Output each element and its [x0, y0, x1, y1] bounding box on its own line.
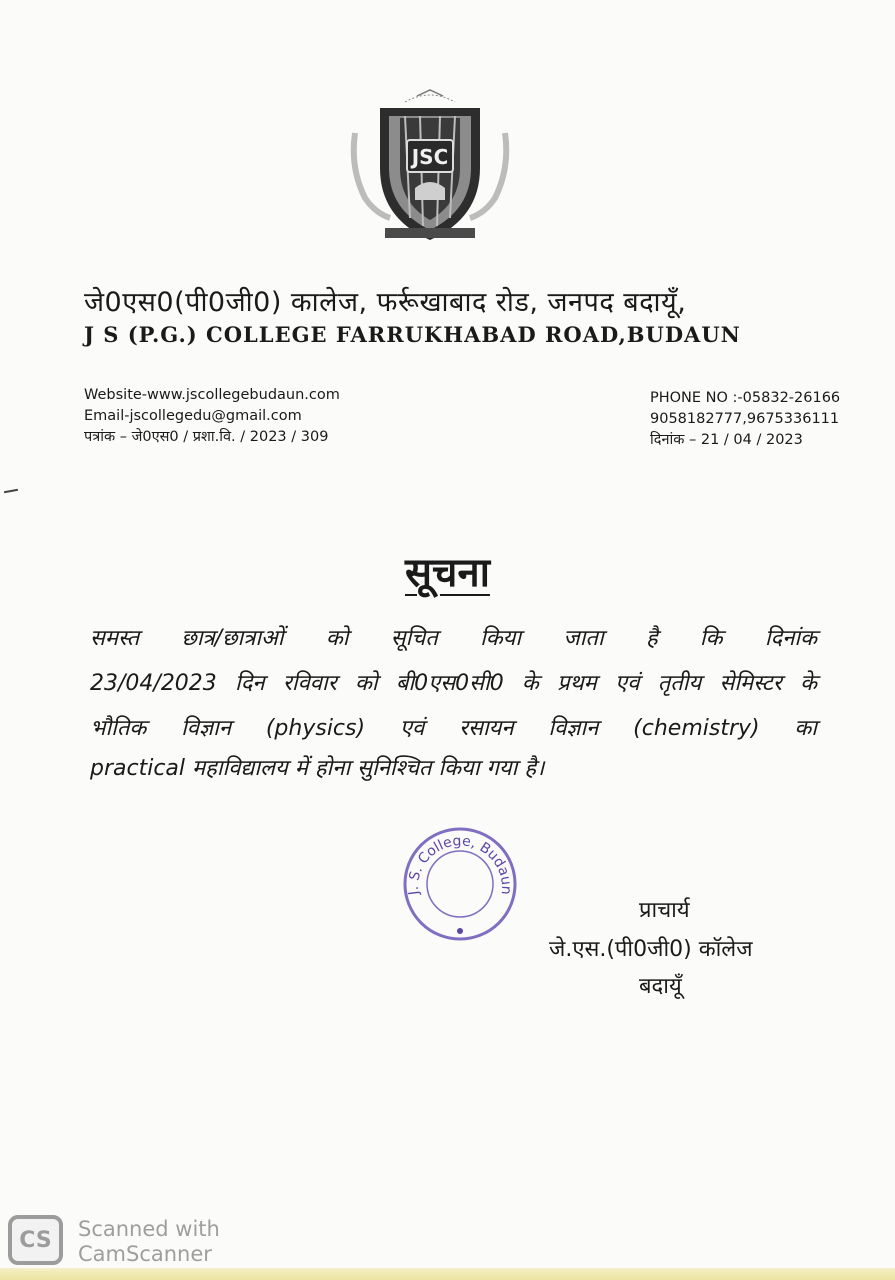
signature-city: बदायूँ	[639, 974, 682, 999]
signature-title: प्राचार्य	[639, 898, 690, 923]
phone-text: PHONE NO :-05832-26166	[650, 390, 841, 406]
signature-college: जे.एस.(पी0जी0) कॉलेज	[549, 937, 753, 962]
notice-line-4: practical महाविद्यालय में होना सुनिश्चित किया गया है।	[90, 756, 545, 781]
stamp-text: J. S. College, Budaun	[405, 833, 515, 896]
college-name-hindi: जे0एस0(पी0जी0) कालेज, फर्रूखाबाद रोड, जनपद बदायूँ,	[84, 287, 687, 318]
website-text: Website-www.jscollegebudaun.com	[84, 387, 340, 403]
notice-title: सूचना	[405, 550, 490, 596]
college-crest-logo	[345, 88, 515, 248]
contact-left	[84, 385, 340, 448]
watermark-line-1: Scanned with	[78, 1217, 220, 1241]
college-stamp	[400, 825, 520, 943]
watermark-line-2: CamScanner	[78, 1242, 212, 1266]
notice-title-wrap	[0, 543, 895, 598]
watermark-text	[78, 1217, 220, 1267]
notice-line-3: भौतिक विज्ञान (physics) एवं रसायन विज्ञान (chemistry) का	[90, 716, 817, 741]
notice-line-2: 23/04/2023 दिन रविवार को बी0एस0सी0 के प्रथम एवं तृतीय सेमिस्टर के	[90, 671, 817, 696]
scan-mark	[4, 489, 18, 493]
college-name-english: J S (P.G.) COLLEGE FARRUKHABAD ROAD,BUDAUN	[84, 322, 741, 347]
contact-right	[650, 388, 840, 451]
issue-date: दिनांक – 21 / 04 / 2023	[650, 432, 803, 448]
reference-number: पत्रांक – जे0एस0 / प्रशा.वि. / 2023 / 309	[84, 429, 329, 445]
page-bottom-edge	[0, 1268, 895, 1280]
camscanner-icon: CS	[8, 1215, 63, 1265]
email-text: Email-jscollegedu@gmail.com	[84, 408, 302, 424]
logo-text: JSC	[411, 145, 449, 169]
mobile-numbers: 9058182777,9675336111	[650, 411, 840, 427]
notice-line-1: समस्त छात्र/छात्राओं को सूचित किया जाता है कि दिनांक	[90, 626, 817, 651]
